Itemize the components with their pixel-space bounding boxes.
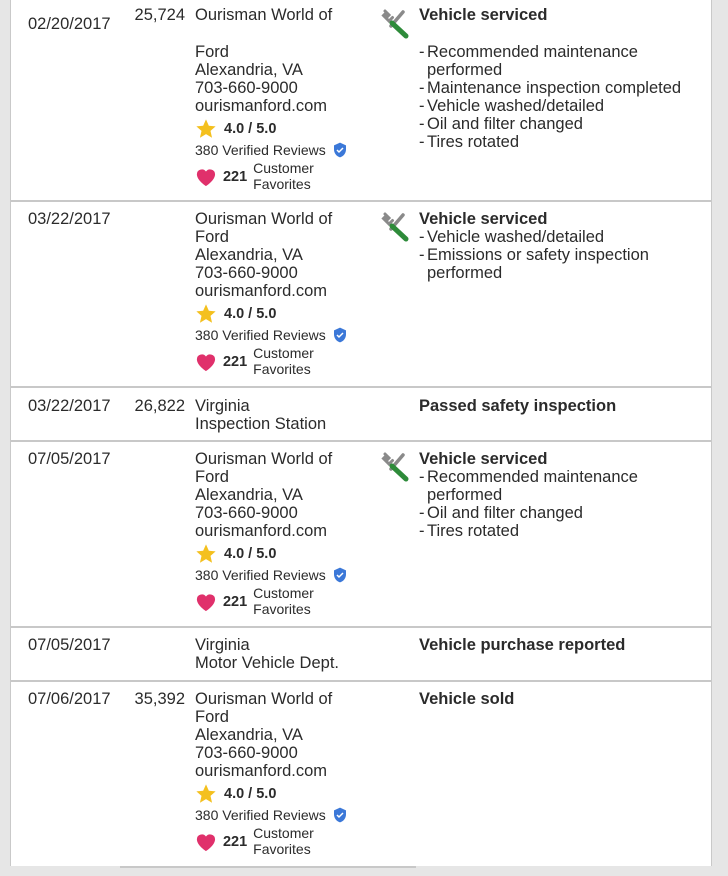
source-line: 703-660-9000 [195,264,298,282]
table-row [11,388,711,442]
table-row [11,682,711,866]
source-line: 703-660-9000 [195,504,298,522]
record-title: Vehicle serviced [419,450,548,468]
source-line: Ford [195,228,229,246]
verified-check-icon [332,327,348,343]
verified-reviews-link[interactable] [195,805,375,825]
favorites-count: 221 [222,833,248,850]
source-line: Alexandria, VA [195,726,303,744]
star-icon [195,783,217,805]
source-line: Virginia [195,397,250,415]
favorites-count: 221 [222,593,248,610]
dealer-rating [195,783,375,805]
rating-score: 4.0 / 5.0 [224,546,277,562]
detail-item: - Oil and filter changed [419,504,583,522]
record-title: Vehicle serviced [419,210,548,228]
record-mileage: 26,822 [134,397,185,415]
source-line: Ourisman World of [195,6,333,24]
wrench-screwdriver-icon [379,210,411,242]
detail-item: - Tires rotated [419,522,520,540]
verified-check-icon [332,807,348,823]
rating-score: 4.0 / 5.0 [224,121,277,137]
dealer-rating [195,303,375,325]
source-line: 703-660-9000 [195,744,298,762]
wrench-screwdriver-icon [379,7,411,39]
verified-reviews-link[interactable] [195,565,375,585]
wrench-screwdriver-icon [379,450,411,482]
record-details [419,6,704,151]
detail-item: - Oil and filter changed [419,115,583,133]
verified-reviews-link[interactable] [195,325,375,345]
record-details [419,210,704,282]
star-icon [195,303,217,325]
record-source [195,636,375,672]
record-title: Passed safety inspection [419,397,617,415]
rating-score: 4.0 / 5.0 [224,786,277,802]
source-link[interactable]: ourismanford.com [195,97,328,115]
customer-favorites [195,161,375,192]
detail-item: - Emissions or safety inspection performed [419,246,649,282]
verified-check-icon [332,142,348,158]
source-line: Ford [195,708,229,726]
divider [120,866,416,868]
source-line: Virginia [195,636,250,654]
reviews-count: 380 Verified Reviews [195,567,326,583]
source-line: Alexandria, VA [195,486,303,504]
verified-check-icon [332,567,348,583]
heart-icon [195,167,217,187]
source-link[interactable]: ourismanford.com [195,522,328,540]
source-line: Ford [195,468,229,486]
record-title: Vehicle serviced [419,6,548,24]
favorites-label: Customer Favorites [253,825,314,857]
source-line: Ourisman World of [195,450,333,468]
customer-favorites [195,586,375,617]
customer-favorites [195,826,375,857]
detail-item: - Recommended maintenance performed [419,43,638,79]
reviews-count: 380 Verified Reviews [195,142,326,158]
source-line: Ford [195,43,229,61]
favorites-label: Customer Favorites [253,160,314,192]
source-line: Ourisman World of [195,210,333,228]
detail-item: - Vehicle washed/detailed [419,97,605,115]
verified-reviews-link[interactable] [195,140,375,160]
table-row [11,442,711,628]
star-icon [195,543,217,565]
record-title: Vehicle sold [419,690,515,708]
record-source [195,397,375,433]
heart-icon [195,352,217,372]
record-date: 02/20/2017 [28,15,111,33]
reviews-count: 380 Verified Reviews [195,807,326,823]
source-line: Alexandria, VA [195,246,303,264]
vehicle-history-table [10,0,712,866]
detail-item: - Tires rotated [419,133,520,151]
dealer-rating [195,118,375,140]
dealer-rating [195,543,375,565]
favorites-label: Customer Favorites [253,345,314,377]
detail-item: - Maintenance inspection completed [419,79,682,97]
heart-icon [195,832,217,852]
source-link[interactable]: ourismanford.com [195,762,328,780]
table-row [11,0,711,202]
rating-score: 4.0 / 5.0 [224,306,277,322]
record-source [195,690,375,857]
record-mileage: 25,724 [134,6,185,24]
record-date: 07/05/2017 [28,450,111,468]
record-date: 03/22/2017 [28,397,111,415]
record-details [419,636,704,654]
favorites-count: 221 [222,168,248,185]
record-date: 07/05/2017 [28,636,111,654]
record-details [419,397,704,415]
record-title: Vehicle purchase reported [419,636,626,654]
record-date: 03/22/2017 [28,210,111,228]
favorites-label: Customer Favorites [253,585,314,617]
source-line: Alexandria, VA [195,61,303,79]
customer-favorites [195,346,375,377]
source-line: Motor Vehicle Dept. [195,654,339,672]
source-link[interactable]: ourismanford.com [195,282,328,300]
record-details [419,450,704,540]
source-line: Inspection Station [195,415,327,433]
record-source [195,210,375,377]
record-source [195,6,375,192]
heart-icon [195,592,217,612]
source-line: Ourisman World of [195,690,333,708]
detail-item: - Recommended maintenance performed [419,468,638,504]
table-row [11,202,711,388]
star-icon [195,118,217,140]
detail-item: - Vehicle washed/detailed [419,228,605,246]
record-mileage: 35,392 [134,690,185,708]
record-date: 07/06/2017 [28,690,111,708]
reviews-count: 380 Verified Reviews [195,327,326,343]
record-source [195,450,375,617]
favorites-count: 221 [222,353,248,370]
source-line: 703-660-9000 [195,79,298,97]
table-row [11,628,711,682]
record-details [419,690,704,708]
